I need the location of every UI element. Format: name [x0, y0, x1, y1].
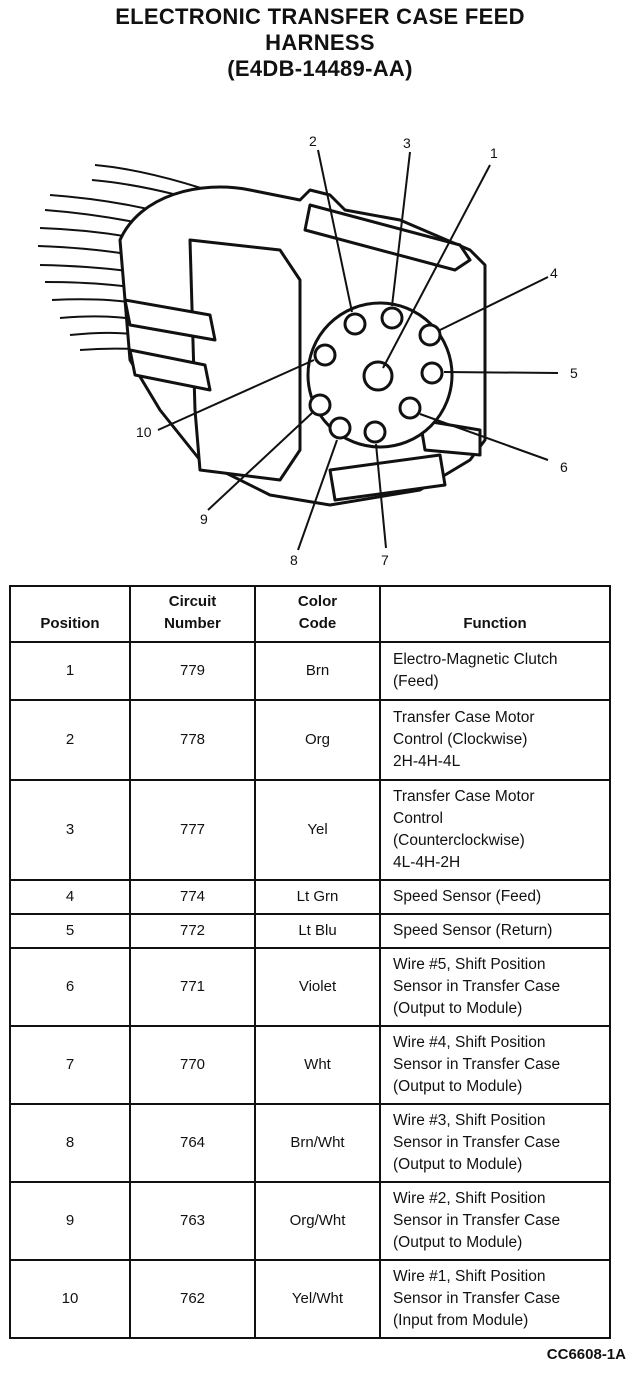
function-line: Sensor in Transfer Case [393, 1290, 561, 1307]
pin-label-4: 4 [550, 265, 558, 281]
function-line: Wire #3, Shift Position [393, 1112, 546, 1129]
function-line: Control (Clockwise) [393, 731, 528, 748]
pin-1-socket [364, 362, 392, 390]
cell-color: Yel/Wht [255, 1260, 380, 1338]
cell-function [380, 1104, 610, 1182]
cell-color: Wht [255, 1026, 380, 1104]
cell-position: 5 [10, 914, 130, 948]
cell-function [380, 880, 610, 914]
figure-code: CC6608-1A [546, 1346, 626, 1363]
cell-function [380, 642, 610, 700]
function-line: 2H-4H-4L [393, 753, 461, 770]
table-row [10, 642, 610, 700]
cell-position: 9 [10, 1182, 130, 1260]
cell-circuit: 763 [130, 1182, 255, 1260]
pin-label-3: 3 [403, 135, 411, 151]
pin-2-socket [345, 314, 365, 334]
cell-position: 8 [10, 1104, 130, 1182]
table-header-row [10, 586, 610, 642]
cell-color: Org [255, 700, 380, 780]
pin-label-9: 9 [200, 511, 208, 527]
cell-color: Yel [255, 780, 380, 880]
function-line: Wire #2, Shift Position [393, 1190, 546, 1207]
function-line: Electro-Magnetic Clutch [393, 651, 558, 668]
title-line-2: HARNESS [265, 30, 375, 55]
header-position: Position [10, 586, 130, 642]
cell-function [380, 780, 610, 880]
pin-label-8: 8 [290, 552, 298, 568]
cell-position: 3 [10, 780, 130, 880]
function-line: (Feed) [393, 673, 439, 690]
function-line: Sensor in Transfer Case [393, 978, 561, 995]
cell-position: 1 [10, 642, 130, 700]
cell-position: 7 [10, 1026, 130, 1104]
function-line: (Output to Module) [393, 1078, 523, 1095]
header-circuit-line-1: Circuit [168, 593, 217, 610]
cell-color: Brn [255, 642, 380, 700]
header-circuit-line-2: Number [164, 615, 221, 632]
pinout-table [9, 585, 611, 1339]
table-row [10, 780, 610, 880]
cell-circuit: 778 [130, 700, 255, 780]
pin-label-5: 5 [570, 365, 578, 381]
cell-color: Brn/Wht [255, 1104, 380, 1182]
cell-circuit: 764 [130, 1104, 255, 1182]
cell-function [380, 1182, 610, 1260]
cell-function [380, 1260, 610, 1338]
pin-label-10: 10 [136, 424, 152, 440]
function-line: Transfer Case Motor [393, 709, 535, 726]
function-line: (Counterclockwise) [393, 832, 525, 849]
function-line: 4L-4H-2H [393, 854, 461, 871]
cell-function [380, 700, 610, 780]
function-line: Sensor in Transfer Case [393, 1056, 561, 1073]
page-title [0, 4, 640, 82]
cell-circuit: 779 [130, 642, 255, 700]
function-line: Sensor in Transfer Case [393, 1212, 561, 1229]
table-row [10, 1260, 610, 1338]
title-line-3: (E4DB-14489-AA) [227, 56, 413, 81]
cell-position: 6 [10, 948, 130, 1026]
function-line: (Input from Module) [393, 1312, 529, 1329]
cell-circuit: 770 [130, 1026, 255, 1104]
pin-5-socket [422, 363, 442, 383]
cell-position: 2 [10, 700, 130, 780]
pin-label-6: 6 [560, 459, 568, 475]
cell-circuit: 772 [130, 914, 255, 948]
pin-label-2: 2 [309, 133, 317, 149]
cell-position: 4 [10, 880, 130, 914]
header-function: Function [380, 586, 610, 642]
header-color [255, 586, 380, 642]
function-line: Control [393, 810, 443, 827]
header-color-line-1: Color [297, 593, 338, 610]
pin-10-socket [315, 345, 335, 365]
cell-circuit: 777 [130, 780, 255, 880]
cell-color: Org/Wht [255, 1182, 380, 1260]
function-line: Wire #5, Shift Position [393, 956, 546, 973]
pin-6-socket [400, 398, 420, 418]
pin-3-socket [382, 308, 402, 328]
cell-circuit: 774 [130, 880, 255, 914]
function-line: (Output to Module) [393, 1156, 523, 1173]
table-row [10, 700, 610, 780]
pin-8-socket [330, 418, 350, 438]
cell-circuit: 771 [130, 948, 255, 1026]
table-row [10, 1182, 610, 1260]
cell-function [380, 1026, 610, 1104]
pin-7-socket [365, 422, 385, 442]
cell-color: Violet [255, 948, 380, 1026]
function-line: (Output to Module) [393, 1234, 523, 1251]
cell-function [380, 948, 610, 1026]
header-circuit [130, 586, 255, 642]
cell-function [380, 914, 610, 948]
table-row [10, 1104, 610, 1182]
function-line: (Output to Module) [393, 1000, 523, 1017]
cell-color: Lt Grn [255, 880, 380, 914]
pin-9-socket [310, 395, 330, 415]
function-line: Sensor in Transfer Case [393, 1134, 561, 1151]
function-line: Wire #4, Shift Position [393, 1034, 546, 1051]
function-line: Wire #1, Shift Position [393, 1268, 546, 1285]
header-color-line-2: Code [298, 615, 337, 632]
cell-circuit: 762 [130, 1260, 255, 1338]
table-row [10, 948, 610, 1026]
pin-label-1: 1 [490, 145, 498, 161]
function-line: Speed Sensor (Return) [393, 922, 553, 939]
connector-diagram [0, 110, 640, 580]
pin-label-7: 7 [381, 552, 389, 568]
function-line: Transfer Case Motor [393, 788, 535, 805]
cell-color: Lt Blu [255, 914, 380, 948]
title-line-1: ELECTRONIC TRANSFER CASE FEED [115, 4, 525, 29]
cell-position: 10 [10, 1260, 130, 1338]
pin-4-socket [420, 325, 440, 345]
function-line: Speed Sensor (Feed) [393, 888, 542, 905]
connector-face [308, 303, 452, 447]
table-row [10, 880, 610, 914]
table-row [10, 914, 610, 948]
table-row [10, 1026, 610, 1104]
